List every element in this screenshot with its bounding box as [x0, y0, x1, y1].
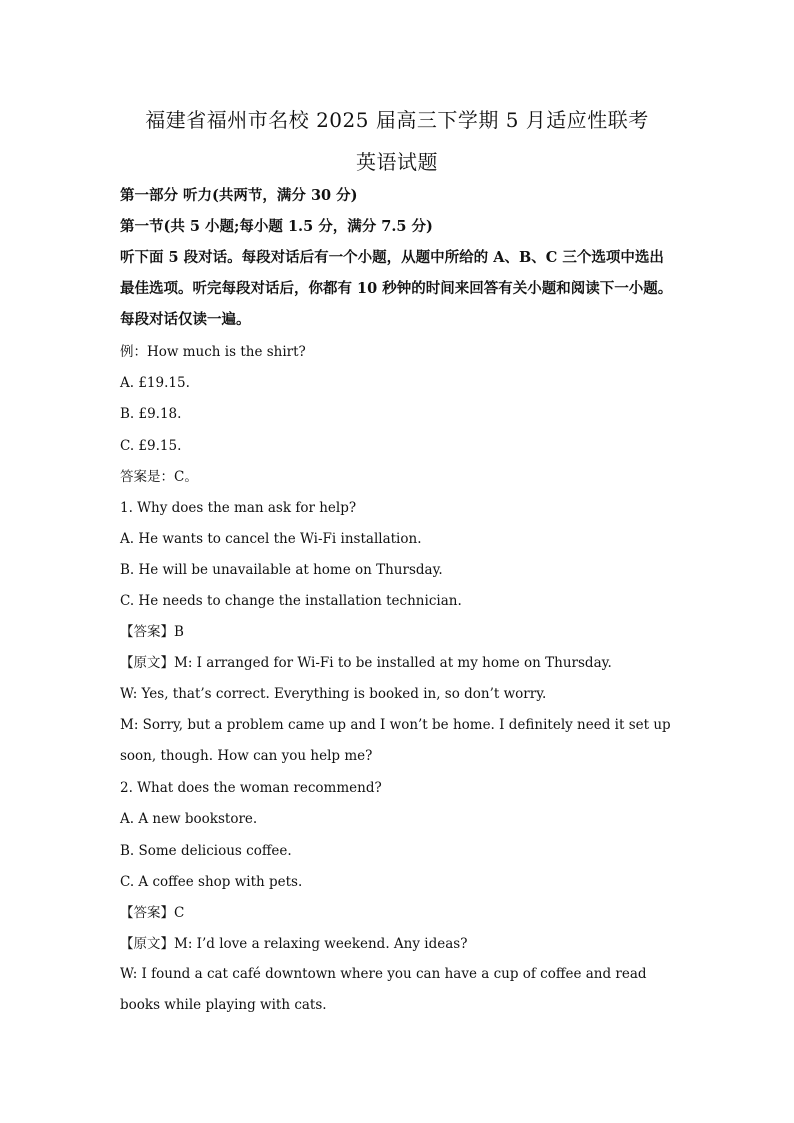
- example-option-c: C. £9.15.: [120, 438, 182, 454]
- page-subtitle: 英语试题: [356, 150, 438, 174]
- example-option-b: B. £9.18.: [120, 406, 182, 422]
- example-answer: 答案是：C。: [120, 469, 198, 485]
- question-1-transcript-line: 【原文】M: I arranged for Wi-Fi to be installed at my home on Thursday.: [120, 655, 612, 671]
- question-1-transcript-line: W: Yes, that’s correct. Everything is booked in, so don’t worry.: [120, 686, 547, 702]
- question-1: 1. Why does the man ask for help?: [120, 500, 357, 516]
- section-heading: 第一节(共 5 小题;每小题 1.5 分，满分 7.5 分): [120, 218, 433, 235]
- question-2-option-a: A. A new bookstore.: [120, 811, 258, 827]
- question-2-transcript-line: 【原文】M: I’d love a relaxing weekend. Any ideas?: [120, 936, 468, 952]
- question-1-option-b: B. He will be unavailable at home on Thursday.: [120, 562, 443, 578]
- question-2-transcript-line: W: I found a cat café downtown where you can have a cup of coffee and read books while playing with cats.: [120, 966, 647, 1013]
- question-1-transcript-line: M: Sorry, but a problem came up and I won’t be home. I definitely need it set up soon, though. How can you help me?: [120, 717, 671, 764]
- example-question: 例：How much is the shirt?: [120, 344, 306, 360]
- question-2-option-c: C. A coffee shop with pets.: [120, 874, 303, 890]
- question-2: 2. What does the woman recommend?: [120, 780, 382, 796]
- question-1-option-c: C. He needs to change the installation technician.: [120, 593, 462, 609]
- part-heading: 第一部分 听力(共两节，满分 30 分): [120, 187, 358, 204]
- question-2-option-b: B. Some delicious coffee.: [120, 843, 292, 859]
- example-option-a: A. £19.15.: [120, 375, 190, 391]
- question-1-answer: 【答案】B: [120, 624, 184, 640]
- question-2-answer: 【答案】C: [120, 905, 185, 921]
- instructions-paragraph: 听下面 5 段对话。每段对话后有一个小题，从题中所给的 A、B、C 三个选项中选出最佳选项。听完每段对话后，你都有 10 秒钟的时间来回答有关小题和阅读下一小题。每段对话仅读一遍。: [120, 249, 673, 328]
- question-1-option-a: A. He wants to cancel the Wi-Fi installation.: [120, 531, 422, 547]
- page-title: 福建省福州市名校 2025 届高三下学期 5 月适应性联考: [145, 108, 649, 132]
